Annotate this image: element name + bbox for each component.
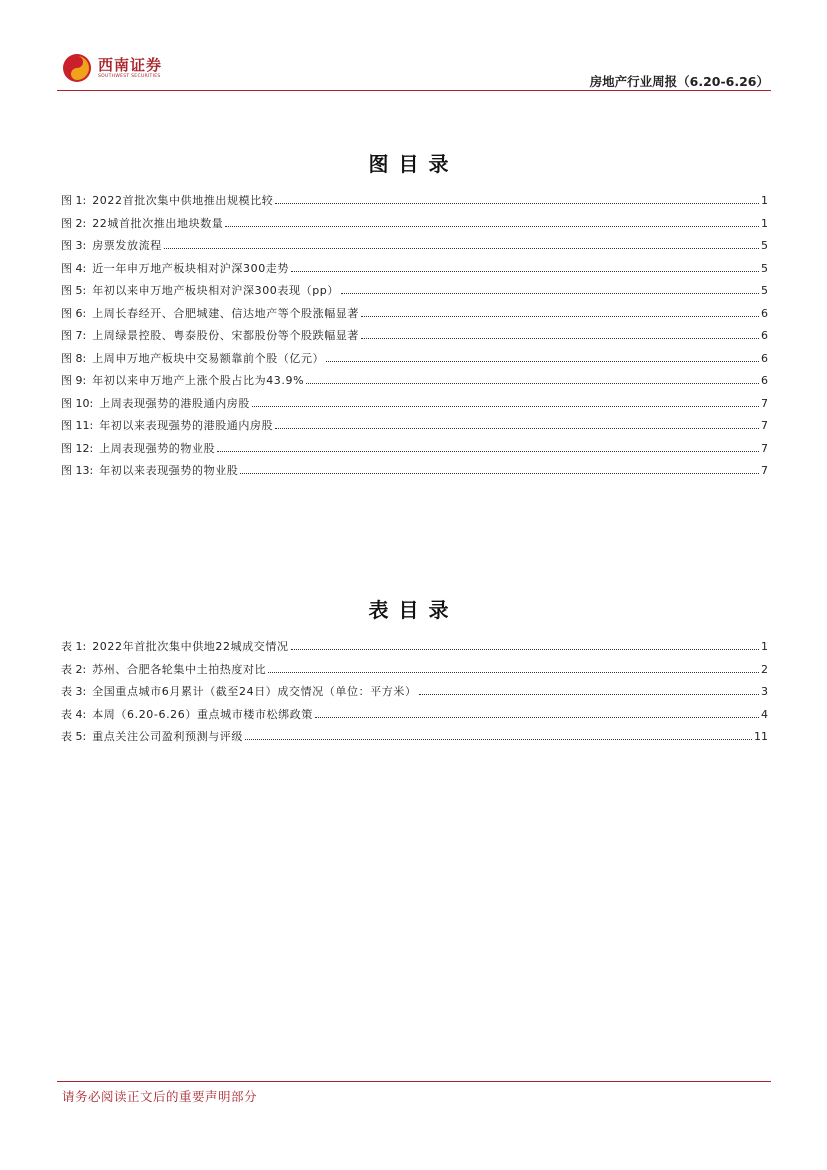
toc-entry-page-number: 7 [761,441,768,455]
toc-dot-leader [268,671,759,673]
header-divider [57,90,771,91]
toc-entry[interactable] [61,192,768,215]
toc-entry[interactable] [61,683,768,706]
toc-entry-label: 表 4: [61,707,87,721]
figures-toc-title: 图目录 [368,152,459,176]
toc-entry-page-number: 7 [761,464,768,477]
toc-dot-leader [326,360,759,362]
toc-entry-label: 表 2: [61,662,87,676]
toc-entry-title: 2022年首批次集中供地22城成交情况 [92,640,289,653]
toc-dot-leader [291,648,759,650]
toc-entry-page-number: 1 [761,194,768,207]
toc-entry[interactable] [61,462,768,485]
tables-toc-title: 表目录 [368,598,459,622]
tables-toc [61,638,768,751]
toc-entry[interactable] [61,440,768,463]
logo-chinese-name: 西南证券 [98,55,163,74]
toc-entry-title: 上周表现强势的港股通内房股 [99,396,251,410]
toc-entry-label: 图 7: [61,329,87,342]
toc-entry-page-number: 5 [761,261,768,275]
toc-entry[interactable] [61,706,768,729]
toc-dot-leader [225,225,759,227]
toc-entry-title: 房票发放流程 [92,239,162,252]
toc-entry-label: 图 1: [61,194,87,207]
toc-dot-leader [217,450,759,452]
toc-entry-title: 上周表现强势的物业股 [99,441,216,455]
toc-entry[interactable] [61,372,768,395]
toc-dot-leader [252,405,759,407]
figures-toc [61,192,768,485]
company-logo [62,52,162,84]
toc-entry-page-number: 1 [761,640,768,653]
toc-entry-label: 表 1: [61,640,87,653]
toc-entry[interactable] [61,237,768,260]
toc-dot-leader [240,472,759,474]
toc-entry-title: 22城首批次推出地块数量 [92,216,224,230]
toc-dot-leader [306,382,759,384]
toc-entry-label: 图 5: [61,284,87,297]
toc-entry-page-number: 6 [761,374,768,387]
toc-entry-page-number: 6 [761,351,768,365]
toc-entry-title: 本周（6.20-6.26）重点城市楼市松绑政策 [92,707,313,721]
toc-entry-title: 年初以来申万地产板块相对沪深300表现（pp） [92,284,339,297]
toc-entry[interactable] [61,260,768,283]
toc-entry-label: 图 13: [61,464,94,477]
toc-entry[interactable] [61,215,768,238]
toc-entry-page-number: 2 [761,662,768,676]
toc-dot-leader [315,716,759,718]
toc-entry-title: 上周长春经开、合肥城建、信达地产等个股涨幅显著 [92,306,360,320]
footer-disclaimer: 请务必阅读正文后的重要声明部分 [62,1089,258,1104]
toc-entry-page-number: 6 [761,329,768,342]
toc-dot-leader [419,693,759,695]
toc-entry-label: 图 11: [61,419,94,432]
toc-entry[interactable] [61,728,768,751]
toc-dot-leader [341,292,759,294]
toc-entry[interactable] [61,395,768,418]
logo-english-name: SOUTHWEST SECURITIES [98,73,161,79]
toc-entry-title: 上周申万地产板块中交易额靠前个股（亿元） [92,351,325,365]
toc-entry-title: 苏州、合肥各轮集中土拍热度对比 [92,662,267,676]
toc-entry-label: 图 8: [61,351,87,365]
toc-dot-leader [275,202,759,204]
toc-entry[interactable] [61,638,768,661]
toc-dot-leader [164,247,759,249]
toc-entry-title: 重点关注公司盈利预测与评级 [92,730,244,743]
toc-entry-page-number: 3 [761,685,768,698]
toc-entry[interactable] [61,327,768,350]
toc-entry-label: 图 6: [61,306,87,320]
toc-dot-leader [361,337,759,339]
toc-entry-title: 年初以来表现强势的物业股 [99,464,239,477]
toc-entry-label: 图 2: [61,216,87,230]
toc-entry-page-number: 1 [761,216,768,230]
toc-entry[interactable] [61,282,768,305]
toc-entry[interactable] [61,417,768,440]
toc-dot-leader [275,427,759,429]
toc-entry-title: 上周绿景控股、粤泰股份、宋都股份等个股跌幅显著 [92,329,360,342]
toc-entry-page-number: 7 [761,419,768,432]
toc-dot-leader [361,315,759,317]
toc-entry-label: 表 5: [61,730,87,743]
toc-entry[interactable] [61,350,768,373]
toc-entry-label: 图 4: [61,261,87,275]
logo-emblem-icon [62,53,92,83]
toc-entry-title: 全国重点城市6月累计（截至24日）成交情况（单位：平方米） [92,685,417,698]
toc-entry-page-number: 5 [761,284,768,297]
toc-entry-page-number: 7 [761,396,768,410]
toc-entry-label: 表 3: [61,685,87,698]
toc-entry-page-number: 5 [761,239,768,252]
toc-entry-title: 年初以来表现强势的港股通内房股 [99,419,274,432]
toc-entry-label: 图 3: [61,239,87,252]
toc-entry[interactable] [61,305,768,328]
page-header [0,0,827,100]
footer-divider [57,1081,771,1082]
toc-entry-page-number: 6 [761,306,768,320]
toc-entry[interactable] [61,661,768,684]
toc-entry-page-number: 4 [761,707,768,721]
toc-entry-page-number: 11 [754,730,768,743]
toc-entry-title: 2022首批次集中供地推出规模比较 [92,194,274,207]
toc-dot-leader [245,738,752,740]
report-title: 房地产行业周报（6.20-6.26） [589,74,769,89]
toc-dot-leader [291,270,759,272]
toc-entry-title: 近一年申万地产板块相对沪深300走势 [92,261,289,275]
toc-entry-label: 图 12: [61,441,94,455]
toc-entry-label: 图 10: [61,396,94,410]
toc-entry-label: 图 9: [61,374,87,387]
toc-entry-title: 年初以来申万地产上涨个股占比为43.9% [92,374,305,387]
